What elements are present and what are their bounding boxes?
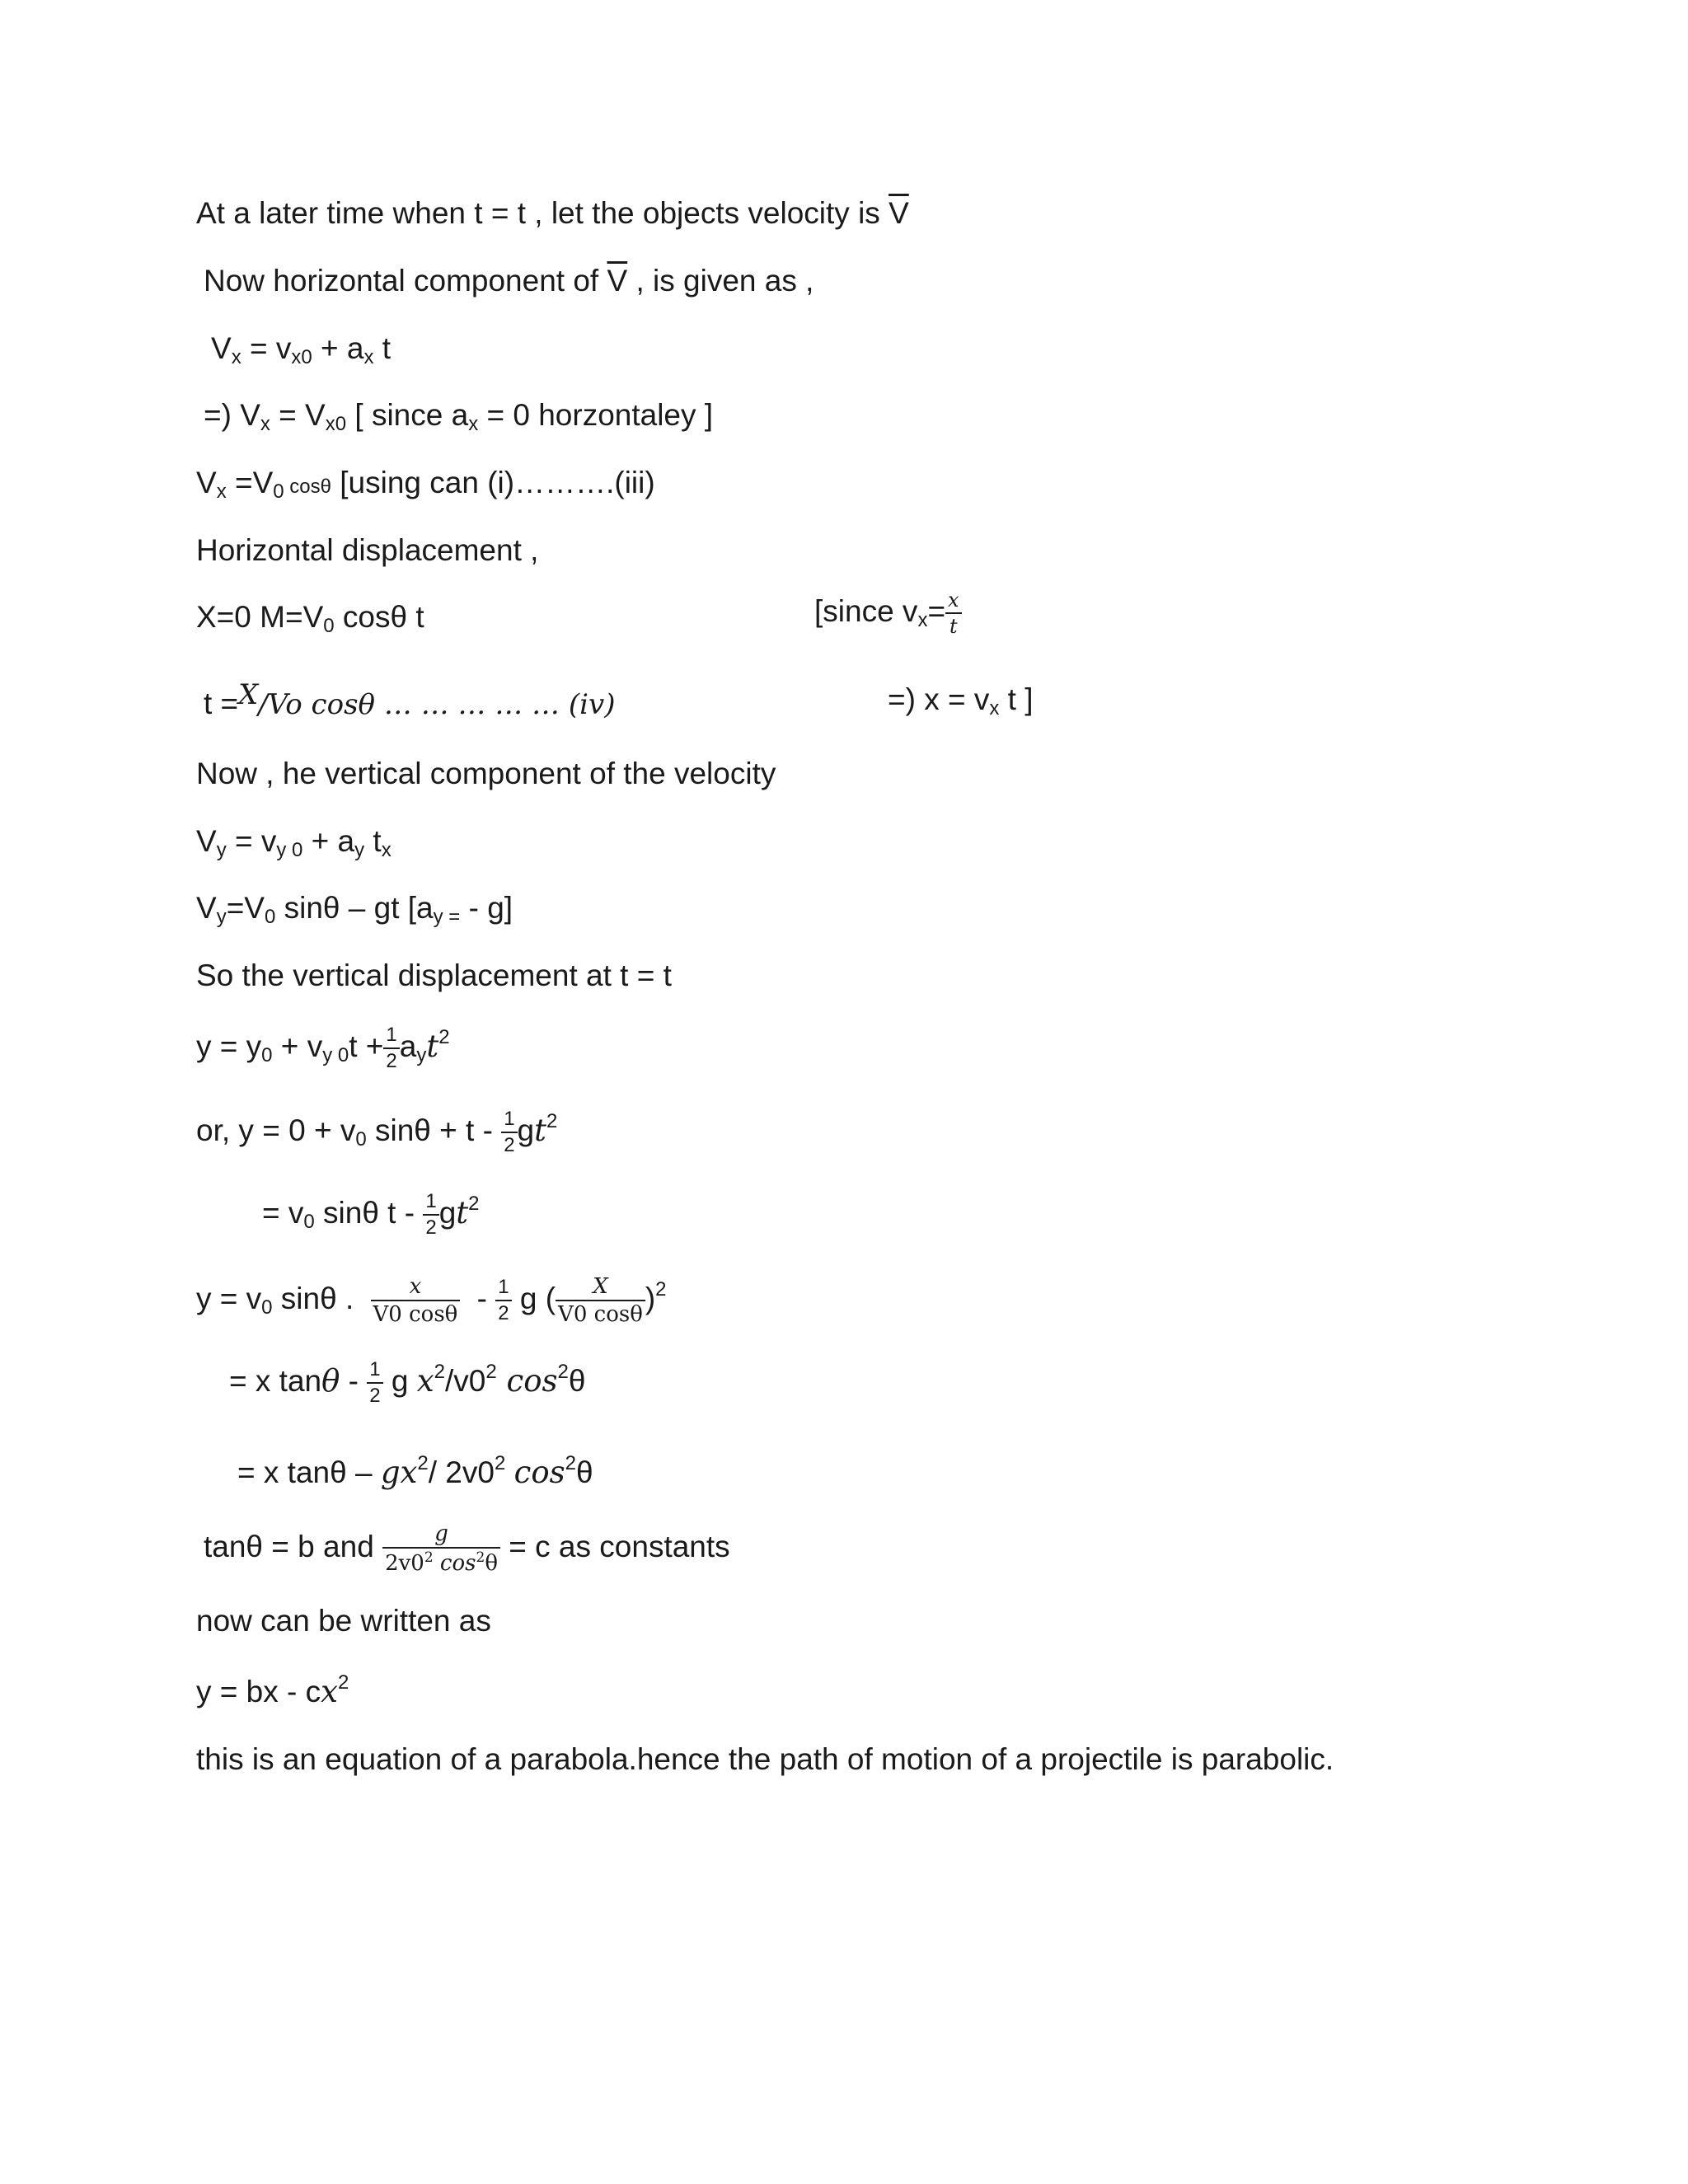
sub: x0 (325, 413, 347, 435)
t: a (399, 1029, 417, 1063)
equation-parabola (196, 1673, 349, 1707)
sub: y (216, 906, 227, 928)
sup: 2 (417, 1452, 429, 1474)
sub: 0 (261, 1043, 273, 1066)
cos-italic: cos (513, 1455, 565, 1490)
fraction-g-over-2v0cos (382, 1523, 500, 1574)
sub: 0 (273, 480, 284, 503)
num: 1 (383, 1025, 399, 1049)
sub: x0 (291, 346, 312, 368)
sup: 2 (424, 1549, 434, 1566)
t: = x tanθ – (237, 1455, 381, 1489)
fraction-half (383, 1025, 399, 1071)
equation-vy-sin (196, 893, 513, 927)
t: - g] (460, 891, 513, 925)
equation-x-tan (229, 1360, 585, 1406)
equation-constants (204, 1523, 730, 1574)
t: sinθ . (272, 1281, 363, 1315)
den: V0 cosθ (373, 1302, 458, 1327)
t: = v (241, 331, 292, 365)
sub: 0 (261, 1296, 273, 1319)
sub: x (260, 413, 270, 435)
t: V (211, 331, 232, 365)
t: = (927, 593, 946, 628)
sub: y (216, 839, 227, 861)
t: V (196, 466, 217, 499)
num: 1 (501, 1109, 517, 1133)
t: = x tan (229, 1363, 322, 1398)
t (505, 1455, 513, 1489)
small-cos: cosθ (284, 476, 331, 498)
sub: y 0 (276, 839, 303, 861)
t: = c as constants (499, 1529, 730, 1563)
sub: x (381, 839, 392, 861)
fraction-half (501, 1109, 517, 1155)
t: sinθ t - (314, 1195, 424, 1230)
t: t (373, 331, 392, 365)
dots: … … … … … (iv) (375, 688, 616, 721)
t: =V (226, 466, 274, 499)
x-italic: x (321, 1674, 339, 1709)
sup: 2 (557, 1360, 569, 1383)
sup: 2 (546, 1109, 558, 1132)
sub: x (363, 346, 374, 368)
line-vertical-displacement: So the vertical displacement at t = t (196, 958, 672, 992)
num: x (371, 1276, 461, 1301)
equation-y-simplified (262, 1192, 480, 1238)
text: At a later time when t = t , let the objects velocity is (196, 196, 880, 230)
t: 2v0 (385, 1551, 424, 1576)
t: [since v (814, 593, 918, 628)
t: t (364, 824, 382, 858)
sub: 0 (355, 1127, 367, 1151)
velocity-vector-symbol: $\overline{V}$ (889, 196, 909, 230)
sub: x (468, 413, 479, 435)
t: + v (272, 1029, 323, 1063)
t: g ( (511, 1281, 556, 1315)
line-now-written: now can be written as (196, 1604, 491, 1638)
t: y = bx - c (196, 1675, 321, 1708)
t: [ since a (346, 398, 469, 432)
equation-t (204, 678, 616, 721)
sup: 2 (476, 1549, 485, 1566)
t: V (196, 824, 217, 858)
t: t = (204, 687, 239, 720)
text: , is given as , (635, 264, 814, 298)
line-horizontal-component (204, 265, 814, 296)
t: g (517, 1113, 535, 1147)
t: t ] (999, 682, 1034, 716)
sub: 0 (323, 615, 335, 637)
sub: y (416, 1043, 427, 1066)
t-italic: t (426, 1028, 439, 1064)
t: or, y = 0 + v (196, 1113, 356, 1147)
sub: y = (433, 906, 461, 928)
t: - (468, 1281, 496, 1315)
velocity-vector-symbol: $\overline{V}$ (607, 264, 628, 298)
sub: y 0 (322, 1043, 349, 1066)
t: g (382, 1363, 417, 1398)
t: sinθ + t - (366, 1113, 502, 1147)
text: Now horizontal component of (204, 264, 599, 298)
t: + a (312, 331, 364, 365)
num: X (556, 1276, 645, 1301)
t: = v (226, 824, 277, 858)
equation-vx-cos (196, 467, 655, 502)
den: t (949, 615, 958, 638)
t: θ (568, 1363, 586, 1398)
equation-vy (196, 826, 392, 860)
fraction-half (367, 1360, 382, 1406)
sup: 2 (485, 1360, 497, 1383)
line-conclusion: this is an equation of a parabola.hence the path of motion of a projectile is parabolic. (196, 1742, 1334, 1776)
sup: 2 (655, 1277, 667, 1301)
fraction-X-over-v0cos (556, 1276, 645, 1325)
t: =) V (204, 398, 260, 432)
t-italic: t (456, 1194, 469, 1230)
sub: 0 (264, 906, 276, 928)
equation-x-tan-gx2 (237, 1454, 593, 1488)
t: g (438, 1195, 457, 1230)
t: = v (262, 1195, 304, 1230)
equation-x (196, 602, 424, 636)
t: y = v (196, 1281, 262, 1315)
theta: θ (321, 1362, 340, 1399)
t: tanθ = b and (204, 1529, 383, 1563)
line-velocity-intro (196, 198, 909, 228)
t: sinθ – gt [a (275, 891, 434, 925)
line-horizontal-displacement: Horizontal displacement , (196, 533, 539, 567)
den: 2 (386, 1050, 397, 1072)
num: g (382, 1523, 500, 1549)
t: - (340, 1363, 368, 1398)
sup: 2 (494, 1452, 506, 1474)
equation-vx-since (204, 400, 713, 434)
t: = 0 horzontaley ] (478, 398, 714, 432)
sub: 0 (303, 1210, 315, 1233)
den: 2 (504, 1134, 515, 1156)
sup: 2 (565, 1452, 576, 1474)
t: V (196, 891, 217, 925)
den: V0 cosθ (558, 1302, 643, 1327)
X: X (238, 678, 259, 711)
equation-y-general (196, 1025, 450, 1071)
cos-italic: cos (433, 1551, 476, 1576)
t: + a (302, 824, 355, 858)
t: = V (270, 398, 326, 432)
cos-italic: cos (496, 1362, 558, 1399)
x-equals-vx-t-note (888, 684, 1034, 719)
t: θ (575, 1455, 593, 1489)
den: 2 (369, 1385, 381, 1407)
den: 2 (425, 1216, 437, 1239)
sup: 2 (434, 1360, 446, 1383)
equation-y-fractions (196, 1276, 667, 1325)
sub: x (989, 697, 1000, 719)
den: 2 (498, 1302, 509, 1324)
sup: 2 (338, 1671, 349, 1694)
fraction-x-over-t (945, 590, 962, 636)
sub: x (231, 346, 241, 368)
sub: x (216, 480, 227, 503)
gx-italic: gx (380, 1455, 418, 1490)
t: =) x = v (888, 682, 990, 716)
t: / 2v0 (428, 1455, 495, 1489)
equation-y-substituted (196, 1109, 557, 1155)
t: =V (226, 891, 265, 925)
fraction-x-over-v0cos (371, 1276, 461, 1325)
x-italic: x (416, 1362, 434, 1399)
t: y = y (196, 1029, 262, 1063)
since-vx-note (814, 590, 962, 636)
fraction-half (423, 1192, 438, 1238)
t-italic: t (534, 1112, 546, 1148)
den (382, 1549, 500, 1574)
theta: θ (485, 1551, 498, 1576)
sub: y (354, 839, 365, 861)
num: 1 (367, 1360, 382, 1384)
sup: 2 (468, 1192, 480, 1215)
t: ) (645, 1281, 656, 1315)
t: X=0 M=V (196, 600, 324, 634)
t: [using can (i)……….(iii) (331, 466, 655, 499)
fraction-half (495, 1277, 511, 1324)
den: /Vo cosθ (258, 688, 375, 721)
num: 1 (495, 1277, 511, 1301)
num: 1 (423, 1192, 438, 1216)
line-vertical-component: Now , he vertical component of the velocity (196, 757, 776, 790)
t: t + (349, 1029, 384, 1063)
num: x (945, 590, 962, 614)
equation-vx (211, 333, 391, 368)
t: /v0 (445, 1363, 486, 1398)
t: cosθ t (334, 600, 424, 634)
sub: x (917, 608, 928, 631)
sup: 2 (438, 1025, 450, 1048)
